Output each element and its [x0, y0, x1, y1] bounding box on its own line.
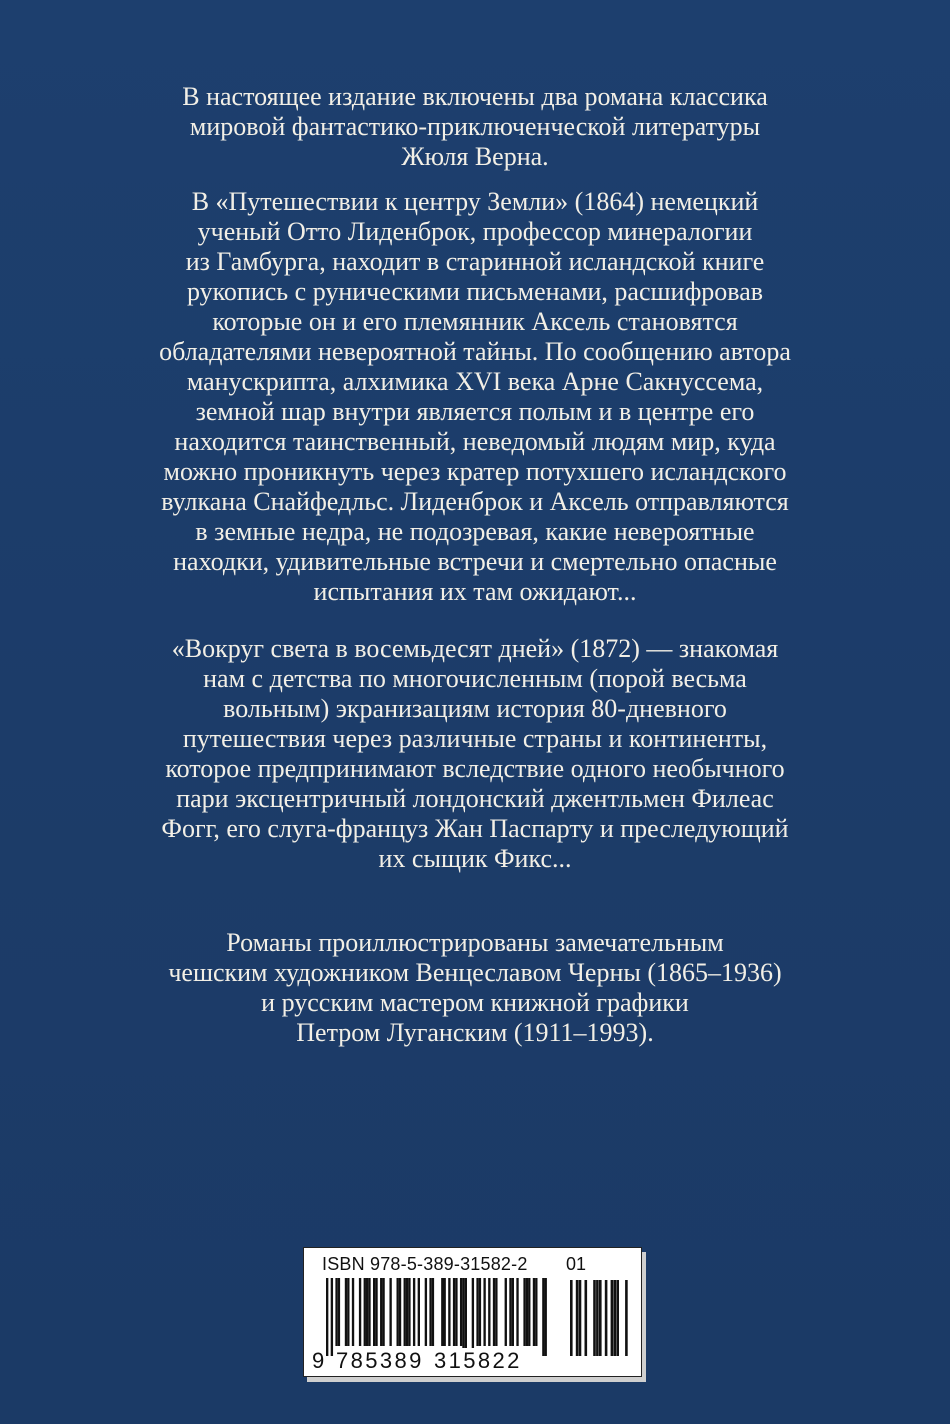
barcode-bar — [512, 1278, 514, 1346]
barcode-bar — [352, 1278, 354, 1346]
barcode-bar — [441, 1278, 443, 1346]
barcode-bar — [526, 1278, 528, 1346]
text-line: рукопись с руническими письменами, расшифровав — [186, 277, 764, 306]
around-world-paragraph — [100, 634, 850, 874]
text-line: Фогг, его слуга-француз Жан Паспарту и преследующий — [161, 814, 789, 843]
barcode-bar — [516, 1278, 518, 1346]
barcode-bar — [542, 1278, 544, 1356]
barcode-bar — [472, 1278, 474, 1356]
barcode-bar — [408, 1278, 410, 1346]
isbn-label: ISBN 978-5-389-31582-2 — [322, 1254, 528, 1274]
barcode-bar — [368, 1278, 370, 1346]
barcode-bar — [359, 1278, 361, 1346]
barcode-bar — [495, 1278, 497, 1346]
text-line: Жюля Верна. — [401, 142, 549, 171]
barcode-addon-bar — [593, 1280, 596, 1356]
barcode-bar — [364, 1278, 366, 1346]
barcode-addon-label: 01 — [566, 1254, 587, 1274]
text-line: «Вокруг света в восемьдесят дней» (1872) — знакомая — [171, 634, 779, 663]
barcode-bar — [397, 1278, 399, 1346]
text-line: путешествия через различные страны и континенты, — [182, 724, 768, 753]
text-line: находится таинственный, неведомый людям мир, куда — [174, 427, 776, 456]
barcode-bar — [380, 1278, 382, 1346]
barcode-bars — [312, 1278, 552, 1358]
barcode-bar — [528, 1278, 530, 1346]
text-line: из Гамбурга, находит в старинной исландской книге — [185, 247, 765, 276]
barcode-addon-bar — [616, 1280, 619, 1356]
text-line: нам с детства по многочисленным (порой весьма — [203, 664, 747, 693]
text-line: манускрипта, алхимика XVI века Арне Сакнуссема, — [186, 367, 764, 396]
barcode-bar — [493, 1278, 495, 1346]
barcode-bar — [465, 1278, 467, 1356]
barcode-bar — [326, 1278, 328, 1356]
barcode-digit-group-right: 315822 — [434, 1348, 522, 1373]
illustrators-paragraph — [100, 928, 850, 1048]
barcode-bar — [399, 1278, 401, 1346]
text-line: обладателями невероятной тайны. По сообщению автора — [159, 337, 791, 366]
barcode-bar — [382, 1278, 384, 1346]
barcode-bar — [488, 1278, 490, 1346]
barcode-bar — [535, 1278, 537, 1346]
barcode-bar — [444, 1278, 446, 1346]
barcode-addon-bar — [579, 1280, 582, 1356]
text-line: их сыщик Фикс... — [378, 844, 572, 873]
barcode-addon-bar — [596, 1280, 599, 1356]
barcode-bar — [366, 1278, 368, 1346]
barcode-bar — [389, 1278, 391, 1346]
barcode-bar — [453, 1278, 455, 1346]
barcode-bar — [505, 1278, 507, 1346]
text-line: ученый Отто Лиденброк, профессор минералогии — [197, 217, 753, 246]
barcode-bar — [462, 1278, 464, 1356]
barcode-bar — [476, 1278, 478, 1346]
barcode-bar — [338, 1278, 340, 1346]
text-line: находки, удивительные встречи и смертельно опасные — [173, 547, 777, 576]
barcode-bar — [479, 1278, 481, 1346]
barcode-bar — [523, 1278, 525, 1346]
barcode-addon-bar — [599, 1280, 602, 1356]
text-line: вольным) экранизациям история 80-дневного — [223, 694, 727, 723]
text-line: Петром Луганским (1911–1993). — [296, 1018, 654, 1047]
isbn-barcode — [303, 1247, 642, 1377]
barcode-bar — [509, 1278, 511, 1346]
barcode-bar — [460, 1278, 462, 1346]
barcode-addon-bar — [611, 1280, 614, 1356]
barcode-bar — [448, 1278, 450, 1346]
barcode-bar — [418, 1278, 420, 1346]
barcode-bar — [347, 1278, 349, 1346]
text-line: В настоящее издание включены два романа классика — [182, 82, 768, 111]
journey-center-earth-paragraph — [100, 187, 850, 607]
barcode-bar — [429, 1278, 431, 1346]
barcode-bar — [533, 1278, 535, 1346]
text-line: мировой фантастико-приключенческой литературы — [189, 112, 761, 141]
barcode-bar — [375, 1278, 377, 1346]
text-line: которое предпринимают вследствие одного необычного — [165, 754, 785, 783]
barcode-addon-bar — [625, 1280, 628, 1356]
barcode-bar — [406, 1278, 408, 1346]
barcode-bar — [483, 1278, 485, 1346]
barcode-addon-bars — [566, 1280, 632, 1356]
text-line: которые он и его племянник Аксель становятся — [212, 307, 738, 336]
barcode-addon-bar — [570, 1280, 573, 1356]
text-line: чешским художником Венцеславом Черны (1865–1936) — [168, 958, 782, 987]
text-line: в земные недра, не подозревая, какие невероятные — [195, 517, 755, 546]
barcode-bar — [432, 1278, 434, 1346]
barcode-digit-group-left: 785389 — [336, 1348, 424, 1373]
barcode-bar — [404, 1278, 406, 1346]
barcode-bar — [345, 1278, 347, 1346]
barcode-bar — [455, 1278, 457, 1346]
text-line: можно проникнуть через кратер потухшего исландского — [163, 457, 787, 486]
text-line: вулкана Снайфедльс. Лиденброк и Аксель отправляются — [161, 487, 789, 516]
text-line: пари эксцентричный лондонский джентльмен Филеас — [176, 784, 774, 813]
barcode-digit-first: 9 — [312, 1348, 325, 1373]
barcode-addon-bar — [576, 1280, 579, 1356]
barcode-bar — [545, 1278, 547, 1356]
text-line: испытания их там ожидают... — [313, 577, 637, 606]
text-line: и русским мастером книжной графики — [261, 988, 689, 1017]
barcode-bar — [413, 1278, 415, 1346]
barcode-addon-bar — [605, 1280, 608, 1356]
text-line: Романы проиллюстрированы замечательным — [226, 928, 724, 957]
barcode-bar — [373, 1278, 375, 1346]
barcode-addon-bar — [585, 1280, 588, 1356]
barcode-addon-bar — [614, 1280, 617, 1356]
barcode-bar — [331, 1278, 333, 1356]
text-line: В «Путешествии к центру Земли» (1864) немецкий — [191, 187, 759, 216]
intro-paragraph — [100, 82, 850, 172]
barcode-bar — [425, 1278, 427, 1346]
barcode-bar — [335, 1278, 337, 1346]
text-line: земной шар внутри является полым и в центре его — [195, 397, 755, 426]
